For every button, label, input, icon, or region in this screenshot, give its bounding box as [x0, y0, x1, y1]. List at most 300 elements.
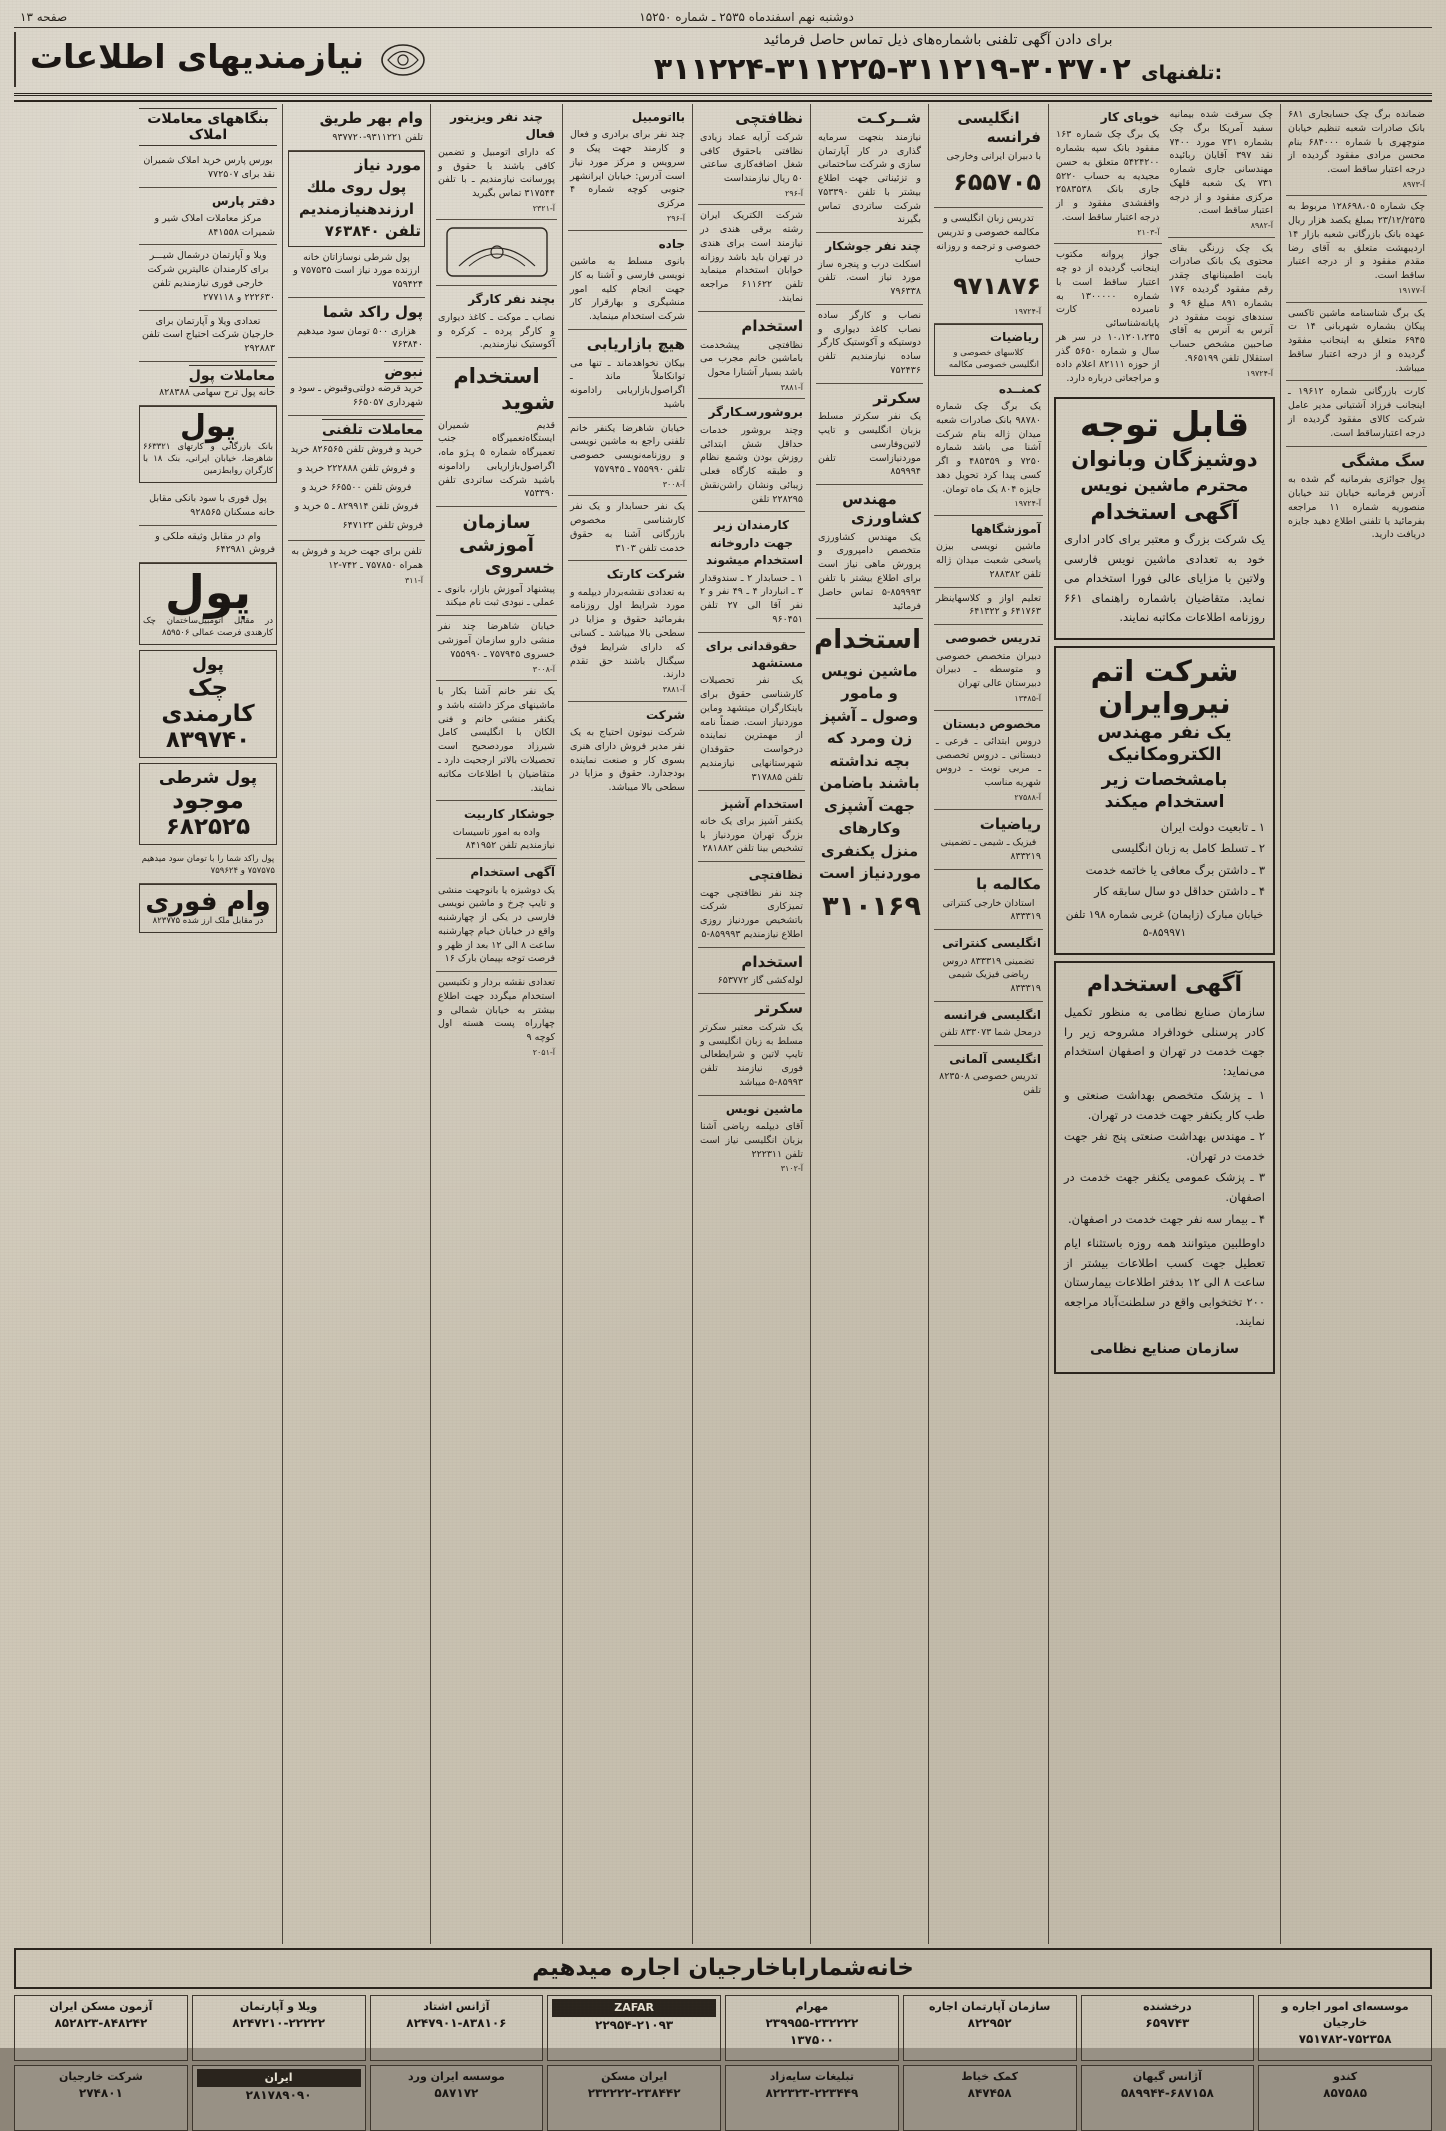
ad-ref: آ-۸۹۷۳	[1402, 179, 1425, 189]
agency-phone: ۸۴۷۴۵۸	[967, 2085, 1012, 2100]
agency-card[interactable]	[547, 2065, 721, 2131]
ad-body: مرکز معاملات املاک شیر و شمیرات ۸۴۱۵۵۸	[154, 212, 275, 238]
ad-body: تعدادی ویلا و آپارتمان برای خارجیان شرکت احتیاج است تلفن ۲۹۲۸۸۳	[141, 315, 275, 355]
agency-card[interactable]	[370, 1995, 544, 2061]
ad-title: کارمندان زیر جهت داروخانه استخدام میشوند	[706, 518, 803, 568]
ad-body: پیشنهاد آموزش بازار، بانوی ـ عملی ـ نبودی ثبت نام میکند	[438, 583, 555, 609]
agency-name: ایران مسکن	[601, 2070, 668, 2083]
ad-body: وام در مقابل وثیقه ملکی و فروش ۶۴۲۹۸۱	[155, 530, 275, 556]
ad-ref: آ-۱۹۷۲۴	[1014, 306, 1041, 316]
classified-ad-accountant[interactable]	[568, 496, 687, 561]
agency-phone: ۲۷۴۸۰۱	[78, 2085, 123, 2100]
position-item: ۳ ـ پزشک عمومی یکنفر جهت خدمت در اصفهان.	[1064, 1170, 1265, 1204]
page-number: صفحه ۱۳	[20, 10, 68, 24]
agency-card[interactable]	[903, 1995, 1077, 2061]
ad-ref: آ-۲۳۲۱	[532, 203, 555, 213]
ad-body: نصاب ـ موکت ـ کاغذ دیواری و کارگر پرده ـ کرکره و آکوستیک نیازمندیم.	[438, 311, 555, 351]
classified-ad-shahreza[interactable]	[568, 418, 687, 497]
feature-headline: شرکت اتم نیروایران	[1090, 653, 1239, 720]
classified-ad-idle-money[interactable]	[288, 298, 425, 358]
agency-phone: ۲۳۲۲۲۲-۲۳۸۴۴۲	[587, 2085, 681, 2100]
ad-body: که دارای اتومبیل و تضمین کافی باشند با حقوق و پورسانت نیازمندیم ـ با تلفن ۳۱۷۵۴۴ تماس بگیرید	[438, 146, 555, 200]
ad-ref: آ-۳۸۸۱	[662, 685, 685, 695]
ad-section-title: معاملات پول	[189, 365, 275, 387]
ad-title: بااتومبیل	[631, 110, 685, 124]
classified-ad[interactable]	[1286, 303, 1427, 382]
classified-ad-workers[interactable]	[436, 286, 557, 358]
agency-name: ZAFAR	[552, 1999, 716, 2017]
agency-name: درخشنده	[1143, 2000, 1192, 2013]
ad-ref: آ-۳۱۰۲	[780, 1164, 803, 1174]
classified-ad-secretary-2[interactable]	[698, 994, 805, 1096]
agency-phone: ۷۵۱۷۸۲-۷۵۲۳۵۸	[1298, 2031, 1392, 2046]
ad-pool-employee-check[interactable]	[139, 650, 277, 758]
feature-requirements	[1064, 818, 1265, 902]
agency-name: ایران	[197, 2069, 361, 2087]
ad-title: بچند نفر کارگر	[468, 292, 555, 307]
ad-body: یک برگ چک شماره ۱۶۳ مفقود بانک سپه بشماره ۵۴۲۴۲۰۰ متعلق به حسن مجیدیه به حساب ۵۲۲۰ جاری بانک ۲۵۸۳۵۳۸ واقفشدی مفقود و از درجه اعتبار ساقط است.	[1056, 129, 1160, 223]
classified-ad-elementary[interactable]	[934, 711, 1043, 810]
position-item: ۲ ـ مهندس بهداشت صنعتی پنج نفر جهت خدمت در تهران.	[1064, 1129, 1265, 1163]
ad-title: انگلیسی فرانسه	[957, 109, 1041, 146]
ad-title: انگلیسی کنتراتی	[942, 936, 1041, 951]
ad-title: پول راکد شما	[322, 302, 423, 321]
agency-card[interactable]	[1258, 1995, 1432, 2061]
classified-ad-visitor[interactable]	[436, 104, 557, 220]
agency-name: تبلیغات سایه‌زاد	[769, 2070, 855, 2083]
classified-ad-marketing[interactable]	[568, 330, 687, 418]
classified-ad-bonds[interactable]	[288, 358, 425, 416]
agency-card[interactable]	[370, 2065, 544, 2131]
classified-ad-surveyor[interactable]	[436, 972, 557, 1063]
ad-title: پول	[179, 408, 237, 444]
ad-urgent-loan[interactable]	[139, 884, 277, 933]
ad-title: آموزشگاهها	[970, 522, 1041, 537]
ad-body: تلفن برای جهت خرید و فروش به همراه ۷۵۷۸۵۰ ـ ۷۴۲-۱۲	[291, 546, 423, 571]
classified-ad-shahreza-2[interactable]	[436, 616, 557, 681]
feature-headline: آگهی استخدام	[1086, 971, 1243, 997]
classified-ad-cleaning[interactable]	[698, 104, 805, 205]
classified-ad-loan-any-way[interactable]	[288, 104, 425, 151]
ad-body: یک برگ شناسنامه ماشین تاکسی پیکان بشماره شهربانی ۱۴ ت ۶۹۴۵ متعلق به اینجانب مفقود گردیده و از درجه اعتبار ساقط میباشد.	[1288, 307, 1425, 374]
agency-phone: ۵۸۷۱۷۲	[434, 2085, 479, 2100]
classified-ad-installer[interactable]	[816, 305, 923, 384]
classified-columns	[14, 104, 1432, 1944]
classified-ad-reward[interactable]	[934, 376, 1043, 516]
ad-body: شرکت آرایه عماد زیادی نظافتی باحقوق کافی شغل اضافه‌کاری ساعتی ۵۰ ریال نیازمنداست	[700, 131, 803, 185]
ad-title: کمنــده	[998, 381, 1041, 396]
ad-body: اسکلت درب و پنجره ساز مورد نیاز است. تلفن ۷۹۶۳۳۸	[818, 258, 921, 298]
classified-ad-french[interactable]	[934, 1002, 1043, 1046]
ad-body: پول جوائزی بفرمانیه گم شده به آدرس فرمانیه خیابان تند خیابان منصوریه شماره ۱۱ مراجعه بفرمائید یا تلفنی اطلاع دهید جایزه دریافت دارید.	[1288, 474, 1425, 541]
classified-ad-phone-buy-sell[interactable]	[288, 541, 425, 591]
classified-ad-language[interactable]	[934, 208, 1043, 323]
ad-title: جاده	[658, 236, 685, 251]
ad-title: وام بهر طریق	[319, 109, 423, 127]
agency-card[interactable]	[192, 1995, 366, 2061]
ad-pool-bank[interactable]	[139, 406, 277, 483]
classified-ad-foreigners-rental[interactable]	[139, 311, 277, 362]
classified-ad-money-deals[interactable]	[139, 362, 277, 406]
classified-ad-electric[interactable]	[698, 205, 805, 311]
decorative-emblem-icon	[438, 224, 555, 280]
masthead-phone-block	[434, 32, 1432, 87]
classified-ad[interactable]	[1168, 238, 1276, 384]
two-ad-row	[1054, 104, 1275, 391]
position-item: ۱ ـ پزشک متخصص بهداشت صنعتی و طب کار یکنفر جهت خدمت در تهران.	[1064, 1088, 1265, 1122]
column-education	[928, 104, 1048, 1944]
classified-ad-language[interactable]	[934, 104, 1043, 208]
ad-title: استخدام شوید	[453, 364, 555, 415]
ad-body: تعلیم اواز و کلاسهاینظر ۶۴۱۷۶۳ و ۶۴۱۳۲۲	[936, 592, 1041, 618]
ad-body: واده به امور تاسیسات نیازمندیم تلفن ۸۴۱۹۵۲	[452, 826, 555, 852]
classified-ad-pars-bourse[interactable]	[139, 150, 277, 188]
agency-name: مهرام	[795, 2000, 829, 2013]
agency-card[interactable]	[14, 1995, 188, 2061]
ad-ref: آ-۲۰۵۱	[532, 1048, 555, 1057]
ad-body: جواز پروانه مکتوب اینجانب گردیده از دو چه اعتبار ساقط است با شماره ۱۳۰۰۰۰۰ به نامبرده کارت پایانه‌شناسائی ۱۰،۱۲۰۱،۲۳۵ در سر هر سال و شماره ۵۶۵۰ گذر از حوزه ۸۲۱۱۱ اعلام داده و مراجعاتی درباره دارد.	[1056, 249, 1160, 385]
ad-ref: آ-۳۸۸۱	[780, 382, 803, 392]
ad-phone: ۳۱۰۱۶۹	[822, 890, 921, 922]
ad-title: سکرتر	[755, 999, 803, 1018]
ad-body: آقای دیپلمه ریاضی آشنا بزبان انگلیسی نیاز است تلفن ۲۲۲۳۱۱	[700, 1121, 803, 1160]
agency-card[interactable]	[725, 2065, 899, 2131]
ad-title: مهندس کشاورزی	[842, 490, 921, 527]
classified-ad-needed[interactable]	[288, 151, 425, 247]
requirement-item: ۴ ـ داشتن حداقل دو سال سابقه کار	[1094, 884, 1265, 899]
ad-body: در مقابل اتومبیل‌ساختمان چک کارهندی فرصت عمالی ۸۵۹۵۰۶	[143, 616, 273, 639]
column-features	[1048, 104, 1280, 1944]
ad-body: درمحل شما ۸۳۳۰۷۳ تلفن	[939, 1027, 1041, 1039]
classified-ad-road[interactable]	[568, 231, 687, 330]
agency-phone: ۸۲۴۷۲۱۰-۲۲۲۲۲	[232, 2015, 326, 2030]
feature-address: خیابان مبارک (زایمان) غربی شماره ۱۹۸ تلفن ۸۵۹۹۷۱-۵	[1065, 908, 1264, 939]
ad-body: پول روی ملك ارزندهنیازمندیم تلفن ۷۶۳۸۴۰	[298, 178, 421, 240]
ad-body: نصاب و کارگر ساده نصاب کاغذ دیواری و دوستیکه و آکوستیک کارگر ساده نیازمندیم تلفن ۷۵۲۴۳۶	[818, 309, 921, 376]
classified-ad-pharmacy-staff[interactable]	[698, 512, 805, 632]
ad-title: پول	[192, 655, 224, 676]
classified-ad[interactable]	[1286, 381, 1427, 446]
classified-ad-mortgage[interactable]	[139, 526, 277, 564]
ad-body: پول راکد شما را با تومان سود میدهیم ۷۵۷۵۷۵ و ۷۵۹۶۲۴	[141, 854, 275, 877]
column-jobs-d	[430, 104, 562, 1944]
feature-subhead: دوشیزگان وبانوان	[1071, 447, 1258, 472]
classified-ad-employment-large[interactable]	[816, 619, 923, 933]
ad-body: تعدادی نقشه بردار و تکنیسین استخدام میگردد جهت اطلاع بیشتر به خیابان شمالی و چهارراه پست هسته اول کوچه ۹	[438, 977, 555, 1044]
ad-body: لوله‌کشی گاز ۶۵۳۷۷۲	[717, 975, 803, 987]
classified-ad-typist[interactable]	[698, 1096, 805, 1180]
ad-title: سگ مشگی	[1341, 451, 1425, 470]
agency-name: سازمان آپارتمان اجاره	[928, 2000, 1051, 2013]
classified-ad-cook[interactable]	[698, 791, 805, 863]
column-real-estate	[134, 104, 282, 1944]
feature-ad-atomic-company[interactable]	[1054, 646, 1275, 955]
ad-body: خیابان شاهرضا چند نفر منشی دارو سازمان آموزشی خسروی ۷۵۷۹۴۵ ـ ۷۵۵۹۹۰	[438, 621, 555, 660]
classified-ad[interactable]	[1054, 104, 1162, 244]
ad-body: فیزیک ـ شیمی ـ تضمینی ۸۳۳۲۱۹	[940, 837, 1041, 863]
classified-ad-agriculture-engineer[interactable]	[816, 485, 923, 619]
ad-title: استخدام	[741, 316, 803, 335]
classified-ad-dog[interactable]	[1286, 447, 1427, 548]
ad-body: دروس ابتدائی ـ فرعی ـ دبستانی ـ دروس تخصصی ـ مربی نوبت ـ دروس شهریه مناسب	[936, 735, 1041, 789]
ad-title: تدریس خصوصی	[945, 631, 1041, 646]
classified-ad-brochure-worker[interactable]	[698, 399, 805, 512]
ad-pool-large[interactable]	[139, 563, 277, 645]
agency-card[interactable]	[1081, 2065, 1255, 2131]
ad-ref: آ-۲۷۵۸۸	[1014, 792, 1041, 802]
classified-ad-music[interactable]	[934, 588, 1043, 626]
agency-name: کندو	[1333, 2070, 1358, 2083]
ad-title: بروشورسـکارگر	[708, 405, 803, 420]
position-item: ۴ ـ بیمار سه نفر جهت خدمت در اصفهان.	[1068, 1211, 1265, 1226]
agency-phone: ۸۲۴۷۹۰۱-۸۳۸۱۰۶	[406, 2015, 507, 2030]
classified-ad-kartak[interactable]	[568, 561, 687, 701]
ad-section-title: معاملات تلفنی	[322, 419, 423, 441]
ad-body: یک دوشیزه یا بانوجهت منشی و تایپ چرخ و ماشین نویسی فارسی در یکی از چهارشنبه واقع در خیابان خیام چهارشنبه ساعت ۸ الی ۱۲ بعد از ظهر و فرصت توجه بپیمان بارک ۱۶	[438, 884, 555, 965]
ad-phone: ۹۷۱۸۷۶	[953, 272, 1041, 301]
ad-body: با دبیران ایرانی وخارجی	[946, 150, 1041, 162]
ad-body: ویلا و آپارتمان درشمال شیـــر برای کارمندان عالیترین شرکت خارجی فوری نیازمندیم تلفن ۲۲۲۶۳۰ و ۲۷۷۱۱۸	[147, 250, 275, 303]
agency-card[interactable]	[547, 1995, 721, 2061]
classified-ad-english-contract[interactable]	[934, 930, 1043, 1002]
classified-ad-pars-office[interactable]	[139, 188, 277, 246]
masthead-phones-numbers: ۳۱۱۲۲۴-۳۱۱۲۲۵-۳۱۱۲۱۹-۳۰۳۷۰۲	[653, 52, 1131, 87]
ad-body: بانک بازرگانی و کارتهای ۶۶۳۳۲۱ شاهرضا، خیابان ایرانی، بنک ۱۸ با کارگران روابط‌زمین	[143, 442, 273, 477]
page-header-line	[14, 10, 1432, 28]
agency-phone-secondary: ۱۳۷۵۰۰	[789, 2033, 834, 2048]
agency-phone: ۸۵۲۸۲۳-۸۴۸۲۴۲	[54, 2015, 148, 2030]
requirement-item: ۳ ـ داشتن برگ معافی یا خاتمه خدمت	[1085, 862, 1265, 877]
ad-body: پول شرطی نوسازاتان خانه ارزنده مورد نیاز است ۷۵۷۵۳۵ و ۷۵۹۴۲۴	[293, 251, 423, 291]
classified-ad-hiring[interactable]	[698, 312, 805, 400]
ad-title: استخدام	[814, 625, 921, 656]
ad-title: انگلیسی فرانسه	[943, 1007, 1041, 1022]
ad-ref: آ-۳۰۰۸	[532, 664, 555, 674]
ad-title: مخصوص دبستان	[942, 716, 1041, 731]
ad-title: دفتر پارس	[211, 193, 275, 208]
classified-ad[interactable]	[1286, 104, 1427, 196]
classified-ad-company[interactable]	[816, 104, 923, 233]
agency-name: موسسه‌ای امور اجاره و خارجیان	[1281, 2000, 1409, 2029]
ad-ref: آ-۱۹۷۲۴	[1014, 499, 1041, 509]
ad-body: وچند بروشور خدمات حداقل شش ابتدائی روزش بودن وشمع نظام و طبقه کارگاه فعلی زیبائی ونشان راشن‌نقش ۲۲۸۲۹۵ تلفن	[700, 424, 803, 505]
ad-title: استخدام آشپز	[721, 796, 803, 811]
ad-body: تدریس زبان انگلیسی و مکالمه خصوصی و تدریس خصوصی و ترجمه و روزانه حساب	[936, 213, 1041, 266]
classified-ad-khosravi-school[interactable]	[436, 507, 557, 616]
classified-ad-with-car[interactable]	[568, 104, 687, 231]
feature-ad-typists[interactable]	[1054, 397, 1275, 640]
agency-phone: ۸۲۲۹۵۲	[967, 2015, 1012, 2030]
ad-body: چک شماره ۱۲۸۶۹۸،۰۵ مربوط به ۲۳/۱۲/۲۵۳۵ بمبلغ یکصد هزار ریال عهده بانک بازرگانی شعبه بازار ۱۴ اردیبهشت متعلق به آقای رضا مقدم مفقود و از درجه اعتبار ساقط است.	[1288, 201, 1425, 282]
feature-note: داوطلبین میتوانند همه روزه باستثناء ایام تعطیل جهت کسب اطلاعات بیشتر از ساعت ۸ الی ۱۲ بدفتر اطلاعات بیمارستان ۲۰۰ تختخوابی واقع در سلطنت‌آباد مراجعه نمایند.	[1064, 1236, 1265, 1329]
agency-name: شرکت خارجیان	[58, 2070, 143, 2083]
ad-body: یک شرکت معتبر سکرتر مسلط به زبان انگلیسی و تایپ لاتین و شرایطعالی فوری نیازمند تلفن ۸۵۹۹۳-۵ میباشد	[700, 1021, 803, 1088]
ad-section-title: نبوض	[384, 361, 423, 383]
ad-title: خویای کار	[1100, 110, 1160, 124]
agency-card[interactable]	[725, 1995, 899, 2061]
ad-body: خیابان شاهرضا یکنفر خانم تلفنی راجع به ماشین نویسی و روزنامه‌نویسی خصوصی تلفن ۷۵۵۹۹۰ ـ ۷۵۷۹۴۵	[570, 422, 685, 475]
classified-ad-get-hired[interactable]	[436, 358, 557, 507]
ad-body: یک چک زرنگی بقای محتوی یک بانک صادرات بابت اطمینانهای چقدر رقم مفقود گردیده ۱۷۶ بشماره ۸۹۱ مبلغ ۹۶ و سندهای نوبت مفقود در آنرس به آنرس به آقای صاحبین مشخص حساب استقلال تلفن ۹۶۵۱۹۹.	[1169, 242, 1273, 364]
classified-ad-german[interactable]	[934, 1046, 1043, 1103]
agency-name: آژانس گیهان	[1132, 2070, 1202, 2083]
classified-ad-secretary[interactable]	[816, 384, 923, 486]
ad-title: ریاضیات	[990, 329, 1039, 344]
ad-body: یک مهندس کشاورزی متخصص دامپروری و پرورش ماهی نیاز است برای اطلاع بیشتر با تلفن ۸۵۹۹۹۳-۵ تماس حاصل فرمائید	[818, 531, 921, 612]
ad-title: ریاضیات	[979, 814, 1041, 833]
ad-title: شرکت کارتک	[606, 567, 685, 582]
ad-title: هیچ بازاریابی	[586, 334, 685, 353]
ad-ref: آ-۱۹۱۷۷	[1398, 286, 1425, 296]
classified-ad-fast-money[interactable]	[139, 488, 277, 526]
ad-title: چند نفر جوشکار	[825, 239, 921, 254]
ad-title: ماشین نویس	[725, 1101, 803, 1116]
ad-body: یک نفر حسابدار و یک نفر کارشناسی مخصوص بازرگانی آشنا به حقوق خدمت تلفن ۳۱۰۳	[570, 501, 685, 554]
classified-ad-company-2[interactable]	[568, 702, 687, 800]
agency-phone: ۶۵۹۷۴۳	[1145, 2015, 1190, 2030]
classified-ad-conditional-money[interactable]	[288, 247, 425, 298]
ad-body: خرید قرضه دولتی‌وقبوض ـ سود و شهرداری ۶۶۵۰۵۷	[290, 383, 423, 409]
agency-name: کمک خیاط	[961, 2070, 1019, 2083]
ad-body: کلاسهای خصوصی و انگلیسی خصوصی مکالمه	[948, 347, 1039, 370]
ad-title: نظافتچی	[748, 868, 803, 883]
classified-ad-private-tutor[interactable]	[934, 625, 1043, 710]
masthead-subtitle: برای دادن آگهی تلفنی باشماره‌های ذیل تماس حاصل فرمائید	[763, 32, 1113, 48]
classified-ad-office-lady[interactable]	[436, 681, 557, 801]
ad-title: مکالمه با	[976, 874, 1041, 893]
ad-title: پول	[164, 565, 252, 620]
ad-body: استادان خارجی کنتراتی ۸۳۳۳۱۹	[942, 897, 1041, 923]
agency-phone: ۸۵۷۵۸۵	[1323, 2085, 1368, 2100]
classified-ad-conversation[interactable]	[934, 870, 1043, 930]
ad-body: ماشین نویس و مامور وصول ـ آشپز زن ومرد که بچه نداشته باشند باضامن جهت آشپزی وکارهای منزل یکنفری موردنیاز است	[818, 661, 921, 883]
classified-ad-phone-deals[interactable]	[288, 416, 425, 541]
ad-body: شرکت الکتریک ایران رشته برقی هندی در نیازمند است برای هندی در تهران باید باشد روزانه خوابان استخدام مینماید تلفن ۶۱۱۶۲۲ مراجعه نمایند.	[700, 210, 803, 304]
ad-body: خرید و فروش تلفن ۸۲۶۵۶۵ خرید و فروش تلفن ۲۲۲۸۸۸ خرید و فروش تلفن ۶۶۵۵۰۰ خرید و فروش تلفن ۸۲۹۹۱۴ ـ ۵ خرید و فروش تلفن ۶۴۷۱۲۳	[290, 444, 423, 532]
agency-card[interactable]	[903, 2065, 1077, 2131]
column-jobs-a	[810, 104, 928, 1944]
column-jobs-c	[562, 104, 692, 1944]
ad-body: بیکان نخواهدماند ـ تنها می توانکاملاً ماند ـ اگراصول‌بازاریابی رادامونه باشید	[570, 357, 685, 410]
classified-ad-cleaner-2[interactable]	[698, 862, 805, 947]
classified-ad-schools[interactable]	[934, 516, 1043, 588]
ad-body: یک نفر تحصیلات کارشناسی حقوق برای باینکارگران میتشهد وماین موردنیاز است. ضمناً نامه از مهمترین نماینده درخواست حقوقدان شهرستانهایی نیازمندیم تلفن ۳۱۷۸۸۵	[700, 675, 803, 783]
ad-title: حقوقدانی برای مستشهد	[705, 638, 803, 671]
masthead	[14, 28, 1432, 96]
ad-body: موجود ۶۸۲۵۲۵	[165, 788, 251, 841]
column-lost-and-found	[1280, 104, 1432, 1944]
agency-card[interactable]	[192, 2065, 366, 2131]
classified-ad[interactable]	[1054, 244, 1162, 391]
agency-phone: ۲۳۹۹۵۵-۲۳۲۲۲۲	[765, 2015, 859, 2030]
agency-phone: ۲۲۹۵۴-۲۱۰۹۳	[595, 2017, 674, 2032]
classified-ad-welders[interactable]	[816, 233, 923, 305]
ad-body: کارت بازرگانی شماره ۱۹۶۱۲ ـ اینجانب فرزاد آشتیانی مدیر عامل شرکت کالای مفقود گردیده از درجه اعتبارساقط است.	[1288, 386, 1425, 439]
feature-body: سازمان صنایع نظامی به منظور تکمیل کادر پرسنلی خودافراد مشروحه زیر را جهت خدمت در تهران و اصفهان استخدام می‌نماید:	[1064, 1005, 1265, 1078]
ad-body: یک نفر خانم آشنا بکار با ماشینهای مرکز داشته باشد و یکنفر منشی خانم و فنی الکان با انگلیسی کامل شیرزاد موردصحیح است تحصیلات بالاتر ارجحیت دارد ـ متقاضیان با اطلاعات مکاتبه نمایند.	[438, 686, 555, 794]
classified-ad[interactable]	[1168, 104, 1276, 238]
ad-body: به تعدادی نقشه‌بردار دیپلمه و مورد شرایط اول روزنامه بفرمائید حقوق و مزایا در سطحی بالا میباشد ـ کسانی که دارای شرایط فوق سیگنال باشند حق تقدم دارند.	[570, 586, 685, 681]
feature-subhead-2: محترم ماشین نویس	[1080, 475, 1249, 496]
feature-subhead-3: آگهی استخدام	[1090, 499, 1239, 524]
agency-card[interactable]	[14, 2065, 188, 2131]
feature-subhead: یک نفر مهندس الکترومکانیک	[1097, 721, 1232, 765]
classified-ad-hiring-notice[interactable]	[436, 859, 557, 972]
masthead-phones	[654, 52, 1222, 87]
ad-ref: آ-۳۰۰۸	[662, 479, 685, 489]
classified-ad[interactable]	[1286, 196, 1427, 302]
ad-body: نظافتچی پیشخدمت باماشین خانم مجرب می باشد بسیار آشنارا محول	[700, 339, 803, 379]
feature-headline: قابل توجه	[1079, 405, 1250, 445]
ad-title: آگهی استخدام	[470, 865, 555, 880]
ad-ref: آ-۳۱۱	[405, 575, 423, 585]
classified-ad-gas-pipe[interactable]	[698, 948, 805, 995]
feature-positions	[1064, 1086, 1265, 1229]
classified-ad-math-2[interactable]	[934, 810, 1043, 870]
rental-banner[interactable]: خانه‌شماراباخارجیان اجاره میدهیم	[14, 1948, 1432, 1989]
requirement-item: ۲ ـ تسلط کامل به زبان انگلیسی	[1111, 841, 1265, 856]
feature-signature: سازمان صنایع نظامی	[1089, 1340, 1239, 1357]
classified-ad-idle-money-2[interactable]	[139, 850, 277, 884]
agency-card[interactable]	[1258, 2065, 1432, 2131]
agency-card[interactable]	[1081, 1995, 1255, 2061]
classified-ad-carbide-welder[interactable]	[436, 801, 557, 859]
ad-ref: آ-۲۹۶	[667, 213, 685, 223]
ad-body: دبیران متخصص خصوصی و متوسطه ـ دبیران دبیرستان عالی تهران	[936, 650, 1041, 690]
ad-body: بورس پارس خرید املاک شمیران نقد برای ۷۷۲۵۰۷	[143, 155, 275, 180]
ad-pool-conditional[interactable]	[139, 763, 277, 845]
ad-body: یکنفر آشپز برای یک خانه بزرگ تهران موردنیاز با تشخیص بینا تلفن ۲۸۱۸۸۲	[700, 815, 803, 855]
newspaper-logo-icon	[372, 32, 434, 87]
ad-body: ماشین نویسی بیزن پاسخی شعبت میدان ژاله تلفن ۲۸۸۳۸۲	[936, 541, 1041, 580]
ad-title: نظافتچی	[735, 109, 803, 127]
ad-body: در مقابل ملک ارز شده ۸۲۳۷۷۵	[152, 916, 264, 927]
ad-body: چند نفر برای برادری و فعال و کارمند جهت پیک و سرویس و مرکز مورد نیاز است آدرس: خیابان ایرانشهر جنوبی کوچه شماره ۴ مرکزی	[570, 129, 685, 210]
masthead-title: نیازمندیهای اطلاعات	[14, 32, 372, 87]
agency-phone: ۲۸۱۷۸۹۰۹۰	[245, 2087, 312, 2102]
ad-body: چند نفر نظافتچی جهت تمیزکاری شرکت باتشخیص موردنیاز روزی اطلاع نیازمندیم ۸۵۹۹۹۳-۵	[700, 887, 803, 940]
ad-ref: آ-۱۳۴۸۵	[1014, 693, 1041, 703]
feature-ad-military-industries[interactable]	[1054, 961, 1275, 1374]
requirement-item: ۱ ـ تابعیت دولت ایران	[1160, 819, 1265, 834]
ad-title: شرکت	[646, 707, 685, 722]
ad-body: چک کارمندی ۸۳۹۷۴۰	[161, 675, 255, 754]
agency-logo-grid	[14, 1995, 1432, 2131]
agency-phone: ۵۸۹۹۴۴-۶۸۷۱۵۸	[1120, 2085, 1214, 2100]
ad-title: استخدام	[741, 952, 803, 971]
ad-body: شرکت نیوتون احتیاج به یک نفر مدیر فروش دارای هنری بسوی کار و صنعت نماینده بودجدارد. حقوق و مزایا در سطحی بالا میباشد.	[570, 727, 685, 794]
ad-ref: آ-۲۹۶	[785, 188, 803, 198]
ad-body: تلفن ۹۳۱۱۲۲۱-۹۳۷۷۲۰	[332, 131, 423, 143]
classified-ad-emblem	[436, 220, 557, 286]
ad-body: خانه پول ترح سهامی ۸۲۸۳۸۸	[159, 387, 275, 399]
feature-subhead-2: بامشخصات زیر استخدام میکند	[1101, 769, 1228, 812]
ad-body: بانوی مسلط به ماشین نویسی فارسی و آشنا به کار جهت انجام کلیه امور منشیگری و بهارقرار کار شرکت استخدام مینماید.	[570, 255, 685, 323]
classified-ad-lawyer[interactable]	[698, 633, 805, 791]
ad-title: سازمان آموزشی خسروی	[459, 512, 555, 579]
ad-body: ۱ ـ حسابدار ۲ ـ سندوقدار ۳ ـ انباردار ۴ ـ ۴۹ نفر و ۲ نفر آقا الی ۲۷ تلفن ۹۶۰۴۵۱	[700, 572, 803, 625]
ad-body: یک برگ چک شماره ۹۸۷۸۰ بانک صادرات شعبه میدان ژاله بنام شرکت آشنا می باشد شماره ۷۲۵۰ و ۴۸۵۳۵۹ و اگر کسی پیدا کرد تحویل دهد جایزه ۸۰۴ یک ماه تومان.	[936, 401, 1041, 495]
agency-name: ویلا و آپارتمان	[240, 2000, 318, 2013]
ad-phone: ۶۵۵۷۰۵	[953, 168, 1041, 197]
agency-name: آزمون مسکن ایران	[49, 2000, 153, 2013]
ad-title: چند نفر ویزیتور فعال	[450, 110, 555, 142]
ad-title: جوشکار کاربیت	[463, 807, 555, 822]
ad-title: وام فوری	[145, 886, 271, 917]
classified-ad-villa-apartment[interactable]	[139, 245, 277, 310]
classified-ad-math[interactable]	[934, 324, 1043, 376]
column-jobs-b	[692, 104, 810, 1944]
